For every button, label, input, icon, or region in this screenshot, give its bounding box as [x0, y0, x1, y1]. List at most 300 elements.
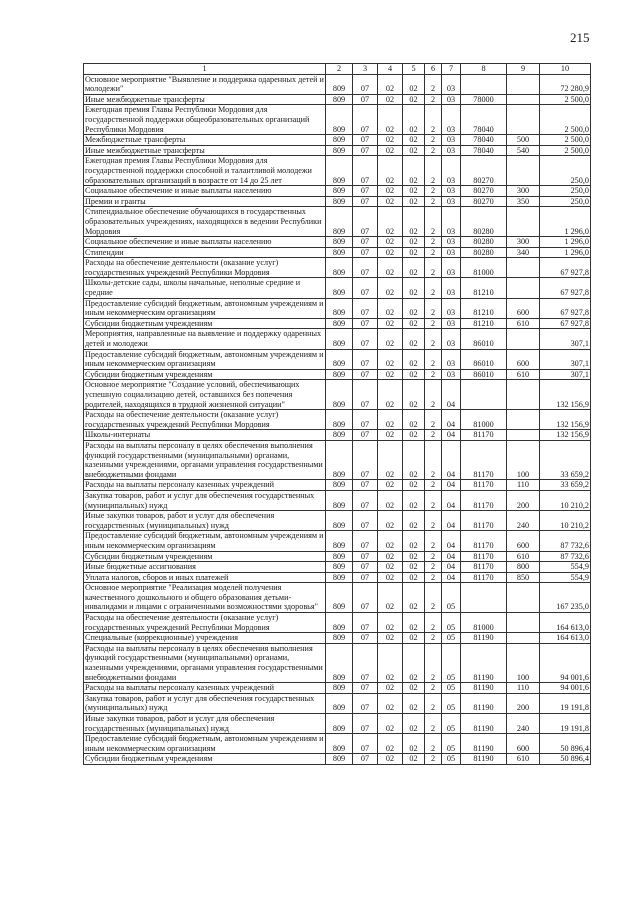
subprogram-cell: 2 [425, 237, 442, 248]
subsection-cell: 02 [378, 490, 403, 510]
expense-name-cell: Стипендии [84, 247, 326, 258]
expense-type-cell: 100 [507, 643, 540, 682]
ministry-code-cell: 809 [326, 380, 353, 410]
program-cell: 02 [403, 135, 425, 146]
program-cell: 02 [403, 349, 425, 369]
expense-name-cell: Иные межбюджетные трансферты [84, 94, 326, 105]
expense-name-cell: Межбюджетные трансферты [84, 135, 326, 146]
table-row [84, 196, 591, 207]
subprogram-cell: 2 [425, 105, 442, 135]
subprogram-cell: 2 [425, 278, 442, 298]
expense-name-cell: Социальное обеспечение и иные выплаты населению [84, 186, 326, 197]
amount-cell: 87 732,6 [540, 551, 591, 562]
expense-name-cell: Предоставление субсидий бюджетным, автономным учреждениям и иным некоммерческим организациям [85, 734, 324, 753]
direction-cell: 81170 [461, 511, 507, 531]
program-cell: 02 [403, 734, 425, 754]
expense-type-cell [507, 74, 540, 94]
table-row [84, 318, 591, 329]
table-row [84, 156, 591, 186]
section-cell: 07 [353, 74, 378, 94]
subsection-cell: 02 [378, 754, 403, 765]
subsection-cell: 02 [378, 562, 403, 573]
table-row [84, 572, 591, 583]
amount-cell: 132 156,9 [540, 430, 591, 441]
ministry-code-cell: 809 [326, 247, 353, 258]
ministry-code-cell: 809 [326, 186, 353, 197]
program-cell: 02 [403, 318, 425, 329]
expense-name-cell: Предоставление субсидий бюджетным, автономным учреждениям и иным некоммерческим организациям [85, 349, 324, 369]
expense-type-cell [507, 633, 540, 644]
expense-type-cell: 500 [507, 135, 540, 146]
activity-cell: 04 [442, 440, 461, 479]
subsection-cell: 02 [378, 531, 403, 551]
subsection-cell: 02 [378, 714, 403, 734]
direction-cell: 81170 [461, 531, 507, 551]
amount-cell: 33 659,2 [540, 440, 591, 479]
activity-cell: 05 [442, 714, 461, 734]
ministry-code-cell: 809 [326, 349, 353, 369]
expense-name-cell: Расходы на выплаты персоналу в целях обеспечения выполнения функций государственными (муниципальными) органами, казенными учреждениями, органами управления государственными внебюджетными фондами [84, 440, 326, 479]
amount-cell: 2 500,0 [540, 135, 591, 146]
amount-cell: 19 191,8 [540, 693, 591, 713]
amount-cell: 50 896,4 [540, 754, 591, 765]
direction-cell: 81190 [461, 693, 507, 713]
direction-cell: 78040 [461, 135, 507, 146]
subsection-cell: 02 [378, 380, 403, 410]
section-cell: 07 [353, 480, 378, 491]
activity-cell: 05 [442, 633, 461, 644]
subprogram-cell: 2 [425, 643, 442, 682]
table-row [84, 440, 591, 479]
direction-cell: 81170 [461, 440, 507, 479]
expense-name-cell: Мероприятия, направленные на выявление и поддержку одаренных детей и молодежи [84, 329, 326, 349]
expense-name-cell: Закупка товаров, работ и услуг для обеспечения государственных (муниципальных) нужд [84, 490, 326, 510]
section-cell: 07 [353, 237, 378, 248]
direction-cell: 81190 [461, 754, 507, 765]
subprogram-cell: 2 [425, 410, 442, 430]
direction-cell: 81190 [461, 633, 507, 644]
subprogram-cell: 2 [425, 329, 442, 349]
activity-cell: 05 [442, 734, 461, 754]
ministry-code-cell: 809 [326, 369, 353, 380]
section-cell: 07 [353, 754, 378, 765]
section-cell: 07 [353, 551, 378, 562]
activity-cell: 03 [442, 135, 461, 146]
expense-type-cell [507, 583, 540, 613]
column-header: 9 [507, 64, 540, 75]
direction-cell: 81190 [461, 683, 507, 694]
activity-cell: 03 [442, 145, 461, 156]
direction-cell: 81210 [461, 298, 507, 318]
expense-type-cell: 350 [507, 196, 540, 207]
amount-cell: 67 927,8 [540, 278, 591, 298]
subsection-cell: 02 [378, 156, 403, 186]
expense-name-cell: Школы-детские сады, школы начальные, неполные средние и средние [84, 278, 326, 298]
table-row [84, 633, 591, 644]
section-cell: 07 [353, 613, 378, 633]
expense-name-cell: Субсидии бюджетным учреждениям [84, 551, 326, 562]
subprogram-cell: 2 [425, 369, 442, 380]
program-cell: 02 [403, 329, 425, 349]
subprogram-cell: 2 [425, 693, 442, 713]
section-cell: 07 [353, 714, 378, 734]
ministry-code-cell: 809 [326, 714, 353, 734]
ministry-code-cell: 809 [326, 754, 353, 765]
program-cell: 02 [403, 583, 425, 613]
activity-cell: 03 [442, 186, 461, 197]
subprogram-cell: 2 [425, 207, 442, 237]
column-header: 6 [425, 64, 442, 75]
program-cell: 02 [403, 196, 425, 207]
section-cell: 07 [353, 298, 378, 318]
subsection-cell: 02 [378, 105, 403, 135]
program-cell: 02 [403, 480, 425, 491]
table-row [84, 583, 591, 613]
activity-cell: 03 [442, 258, 461, 278]
expense-name-cell: Стипендиальное обеспечение обучающихся в государственных образовательных учреждениях, находящихся в ведении Республики Мордовия [84, 207, 326, 237]
expense-type-cell: 300 [507, 237, 540, 248]
program-cell: 02 [403, 145, 425, 156]
table-row [84, 329, 591, 349]
subsection-cell: 02 [378, 430, 403, 441]
expense-type-cell [507, 156, 540, 186]
expense-type-cell [507, 105, 540, 135]
section-cell: 07 [353, 734, 378, 754]
expense-type-cell: 200 [507, 693, 540, 713]
table-row [84, 135, 591, 146]
ministry-code-cell: 809 [326, 683, 353, 694]
activity-cell: 03 [442, 105, 461, 135]
amount-cell: 94 001,6 [540, 643, 591, 682]
activity-cell: 03 [442, 247, 461, 258]
direction-cell: 81190 [461, 714, 507, 734]
activity-cell: 04 [442, 480, 461, 491]
table-row [84, 562, 591, 573]
section-cell: 07 [353, 105, 378, 135]
ministry-code-cell: 809 [326, 583, 353, 613]
table-row [84, 643, 591, 682]
expense-name-cell: Расходы на обеспечение деятельности (оказание услуг) государственных учреждений Республики Мордовия [84, 258, 326, 278]
table-row [84, 551, 591, 562]
subprogram-cell: 2 [425, 196, 442, 207]
direction-cell: 81170 [461, 490, 507, 510]
expense-name-cell: Ежегодная премия Главы Республики Мордовия для государственной поддержки способной и талантливой молодежи образовательных организаций в возрасте от 14 до 25 лет [84, 156, 326, 186]
section-cell: 07 [353, 693, 378, 713]
direction-cell: 80270 [461, 186, 507, 197]
expense-type-cell: 800 [507, 562, 540, 573]
subsection-cell: 02 [378, 258, 403, 278]
direction-cell: 80280 [461, 207, 507, 237]
subsection-cell: 02 [378, 551, 403, 562]
subprogram-cell: 2 [425, 94, 442, 105]
table-row [84, 430, 591, 441]
section-cell: 07 [353, 156, 378, 186]
amount-cell: 2 500,0 [540, 145, 591, 156]
table-row [84, 258, 591, 278]
section-cell: 07 [353, 247, 378, 258]
direction-cell [461, 74, 507, 94]
section-cell: 07 [353, 329, 378, 349]
expense-type-cell: 600 [507, 734, 540, 754]
amount-cell: 2 500,0 [540, 105, 591, 135]
subsection-cell: 02 [378, 247, 403, 258]
table-row [84, 734, 591, 754]
amount-cell: 67 927,8 [540, 318, 591, 329]
ministry-code-cell: 809 [326, 318, 353, 329]
subsection-cell: 02 [378, 693, 403, 713]
direction-cell: 81170 [461, 562, 507, 573]
ministry-code-cell: 809 [326, 410, 353, 430]
amount-cell: 10 210,2 [540, 490, 591, 510]
amount-cell: 164 613,0 [540, 633, 591, 644]
direction-cell [461, 583, 507, 613]
expense-type-cell [507, 258, 540, 278]
amount-cell: 67 927,8 [540, 298, 591, 318]
subsection-cell: 02 [378, 410, 403, 430]
section-cell: 07 [353, 258, 378, 278]
subsection-cell: 02 [378, 734, 403, 754]
table-row [84, 480, 591, 491]
subprogram-cell: 2 [425, 258, 442, 278]
subsection-cell: 02 [378, 583, 403, 613]
ministry-code-cell: 809 [326, 74, 353, 94]
activity-cell: 05 [442, 693, 461, 713]
expense-name-cell: Основное мероприятие "Реализация моделей получения качественного дошкольного и общего образования детьми-инвалидами и лицами с ограниченными возможностями здоровья" [84, 583, 326, 613]
expense-type-cell: 110 [507, 683, 540, 694]
expense-name-cell: Субсидии бюджетным учреждениям [84, 318, 326, 329]
amount-cell: 19 191,8 [540, 714, 591, 734]
program-cell: 02 [403, 156, 425, 186]
expense-name-cell: Расходы на обеспечение деятельности (оказание услуг) государственных учреждений Республики Мордовия [84, 410, 326, 430]
table-row [84, 714, 591, 734]
activity-cell: 05 [442, 583, 461, 613]
subprogram-cell: 2 [425, 490, 442, 510]
subprogram-cell: 2 [425, 613, 442, 633]
expense-name-cell: Расходы на обеспечение деятельности (оказание услуг) государственных учреждений Республики Мордовия [84, 613, 326, 633]
direction-cell: 78000 [461, 94, 507, 105]
expense-name-cell: Предоставление субсидий бюджетным, автономным учреждениям и иным некоммерческим организациям [85, 298, 324, 318]
subsection-cell: 02 [378, 633, 403, 644]
ministry-code-cell: 809 [326, 135, 353, 146]
activity-cell: 03 [442, 369, 461, 380]
activity-cell: 03 [442, 156, 461, 186]
subprogram-cell: 2 [425, 145, 442, 156]
direction-cell: 81190 [461, 734, 507, 754]
section-cell: 07 [353, 94, 378, 105]
ministry-code-cell: 809 [326, 258, 353, 278]
direction-cell: 81000 [461, 258, 507, 278]
table-header-row [84, 64, 591, 75]
subprogram-cell: 2 [425, 754, 442, 765]
amount-cell: 94 001,6 [540, 683, 591, 694]
expense-name-cell: Основное мероприятие "Создание условий, обеспечивающих успешную социализацию детей, оставшихся без попечения родителей, находящихся в трудной жизненной ситуации" [84, 380, 326, 410]
direction-cell: 86010 [461, 369, 507, 380]
subprogram-cell: 2 [425, 135, 442, 146]
amount-cell: 72 280,9 [540, 74, 591, 94]
expense-name-cell: Закупка товаров, работ и услуг для обеспечения государственных (муниципальных) нужд [84, 693, 326, 713]
expense-name-cell: Субсидии бюджетным учреждениям [84, 369, 326, 380]
direction-cell: 81170 [461, 551, 507, 562]
table-row [84, 490, 591, 510]
program-cell: 02 [403, 369, 425, 380]
ministry-code-cell: 809 [326, 440, 353, 479]
subprogram-cell: 2 [425, 349, 442, 369]
ministry-code-cell: 809 [326, 278, 353, 298]
table-row [84, 693, 591, 713]
program-cell: 02 [403, 562, 425, 573]
activity-cell: 04 [442, 380, 461, 410]
page-number: 215 [570, 30, 590, 45]
subprogram-cell: 2 [425, 480, 442, 491]
direction-cell: 80270 [461, 156, 507, 186]
expense-type-cell [507, 430, 540, 441]
subsection-cell: 02 [378, 135, 403, 146]
direction-cell: 80280 [461, 237, 507, 248]
section-cell: 07 [353, 410, 378, 430]
program-cell: 02 [403, 207, 425, 237]
subprogram-cell: 2 [425, 683, 442, 694]
expense-type-cell [507, 380, 540, 410]
table-row [84, 237, 591, 248]
subsection-cell: 02 [378, 74, 403, 94]
activity-cell: 04 [442, 531, 461, 551]
activity-cell: 03 [442, 74, 461, 94]
ministry-code-cell: 809 [326, 643, 353, 682]
activity-cell: 04 [442, 490, 461, 510]
program-cell: 02 [403, 105, 425, 135]
section-cell: 07 [353, 583, 378, 613]
table-row [84, 410, 591, 430]
expense-name-cell: Иные закупки товаров, работ и услуг для обеспечения государственных (муниципальных) нужд [84, 511, 326, 531]
direction-cell: 81170 [461, 430, 507, 441]
amount-cell: 132 156,9 [540, 380, 591, 410]
expense-type-cell [507, 329, 540, 349]
section-cell: 07 [353, 683, 378, 694]
direction-cell: 80270 [461, 196, 507, 207]
subprogram-cell: 2 [425, 511, 442, 531]
table-row [84, 349, 591, 369]
ministry-code-cell: 809 [326, 562, 353, 573]
section-cell: 07 [353, 572, 378, 583]
amount-cell: 167 235,0 [540, 583, 591, 613]
section-cell: 07 [353, 511, 378, 531]
column-header: 5 [403, 64, 425, 75]
activity-cell: 05 [442, 683, 461, 694]
expense-type-cell: 600 [507, 531, 540, 551]
section-cell: 07 [353, 562, 378, 573]
amount-cell: 307,1 [540, 329, 591, 349]
section-cell: 07 [353, 440, 378, 479]
ministry-code-cell: 809 [326, 511, 353, 531]
activity-cell: 04 [442, 511, 461, 531]
section-cell: 07 [353, 145, 378, 156]
budget-table [83, 63, 591, 765]
ministry-code-cell: 809 [326, 613, 353, 633]
subprogram-cell: 2 [425, 531, 442, 551]
activity-cell: 04 [442, 562, 461, 573]
subsection-cell: 02 [378, 207, 403, 237]
subprogram-cell: 2 [425, 318, 442, 329]
table-row [84, 511, 591, 531]
program-cell: 02 [403, 613, 425, 633]
program-cell: 02 [403, 714, 425, 734]
ministry-code-cell: 809 [326, 298, 353, 318]
expense-name-cell: Предоставление субсидий бюджетным, автономным учреждениям и иным некоммерческим организациям [85, 531, 324, 550]
expense-type-cell: 610 [507, 318, 540, 329]
expense-name-cell: Уплата налогов, сборов и иных платежей [84, 572, 326, 583]
expense-type-cell [507, 207, 540, 237]
expense-name-cell: Расходы на выплаты персоналу в целях обеспечения выполнения функций государственными (муниципальными) органами, казенными учреждениями, органами управления государственными внебюджетными фондами [84, 643, 326, 682]
program-cell: 02 [403, 298, 425, 318]
table-row [84, 247, 591, 258]
subsection-cell: 02 [378, 318, 403, 329]
subprogram-cell: 2 [425, 186, 442, 197]
program-cell: 02 [403, 410, 425, 430]
program-cell: 02 [403, 380, 425, 410]
section-cell: 07 [353, 318, 378, 329]
activity-cell: 03 [442, 329, 461, 349]
subsection-cell: 02 [378, 440, 403, 479]
amount-cell: 1 296,0 [540, 237, 591, 248]
ministry-code-cell: 809 [326, 145, 353, 156]
subprogram-cell: 2 [425, 572, 442, 583]
activity-cell: 04 [442, 430, 461, 441]
subsection-cell: 02 [378, 511, 403, 531]
activity-cell: 05 [442, 643, 461, 682]
section-cell: 07 [353, 430, 378, 441]
table-row [84, 369, 591, 380]
program-cell: 02 [403, 572, 425, 583]
ministry-code-cell: 809 [326, 329, 353, 349]
subprogram-cell: 2 [425, 714, 442, 734]
expense-type-cell: 300 [507, 186, 540, 197]
ministry-code-cell: 809 [326, 94, 353, 105]
ministry-code-cell: 809 [326, 551, 353, 562]
subprogram-cell: 2 [425, 380, 442, 410]
expense-name-cell: Социальное обеспечение и иные выплаты населению [84, 237, 326, 248]
subprogram-cell: 2 [425, 298, 442, 318]
expense-name-cell: Расходы на выплаты персоналу казенных учреждений [84, 683, 326, 694]
section-cell: 07 [353, 531, 378, 551]
table-row [84, 207, 591, 237]
subprogram-cell: 2 [425, 247, 442, 258]
subsection-cell: 02 [378, 643, 403, 682]
program-cell: 02 [403, 633, 425, 644]
expense-type-cell: 540 [507, 145, 540, 156]
expense-type-cell [507, 613, 540, 633]
amount-cell: 1 296,0 [540, 247, 591, 258]
activity-cell: 03 [442, 278, 461, 298]
subsection-cell: 02 [378, 369, 403, 380]
table-row [84, 531, 591, 551]
direction-cell: 81000 [461, 613, 507, 633]
section-cell: 07 [353, 643, 378, 682]
direction-cell: 86010 [461, 349, 507, 369]
program-cell: 02 [403, 440, 425, 479]
expense-type-cell: 610 [507, 754, 540, 765]
subsection-cell: 02 [378, 683, 403, 694]
subprogram-cell: 2 [425, 633, 442, 644]
amount-cell: 307,1 [540, 349, 591, 369]
table-row [84, 613, 591, 633]
direction-cell: 81170 [461, 480, 507, 491]
amount-cell: 67 927,8 [540, 258, 591, 278]
activity-cell: 03 [442, 94, 461, 105]
program-cell: 02 [403, 237, 425, 248]
amount-cell: 2 500,0 [540, 94, 591, 105]
column-header: 10 [540, 64, 591, 75]
expense-name-cell: Иные межбюджетные трансферты [84, 145, 326, 156]
